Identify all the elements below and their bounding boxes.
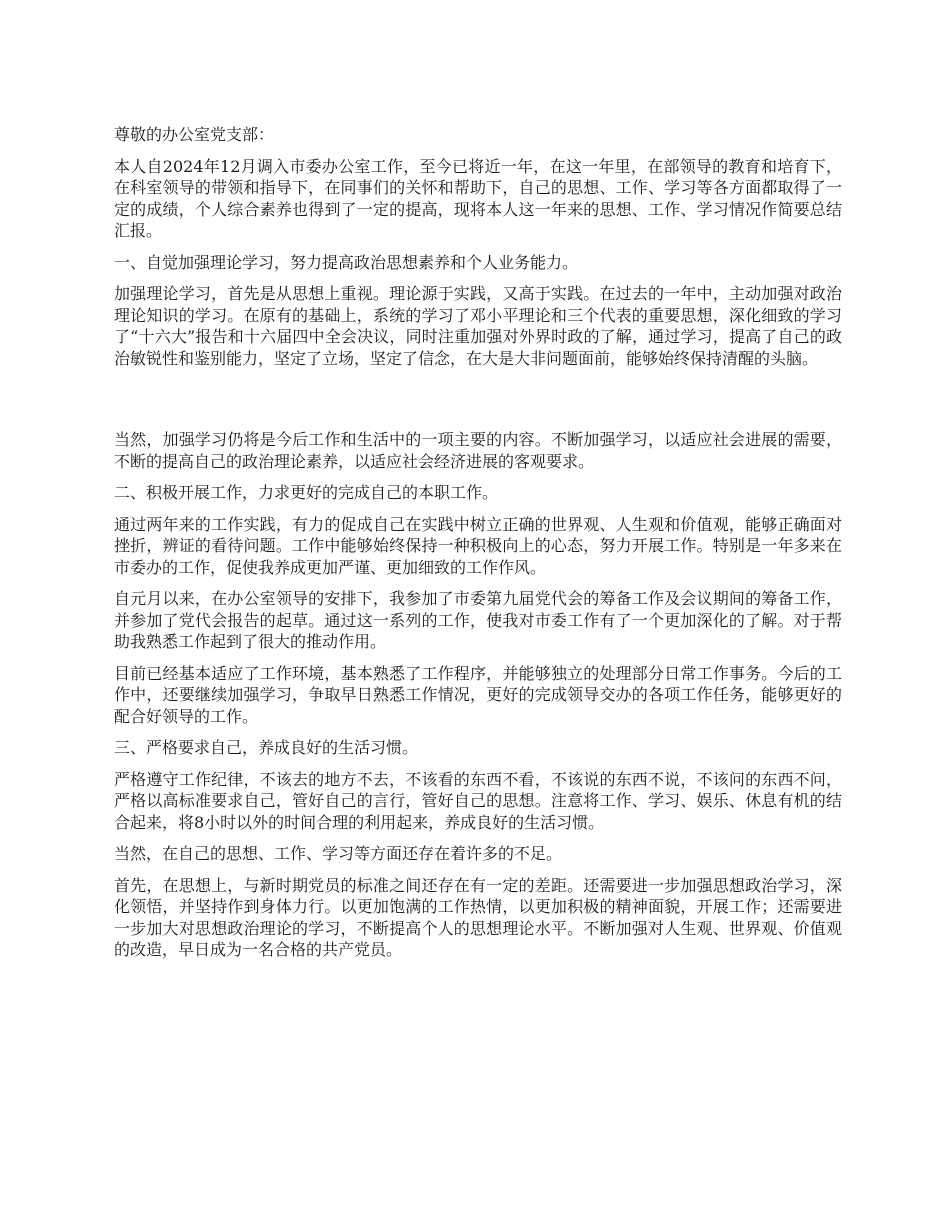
section-heading-3: 三、严格要求自己，养成良好的生活习惯。 xyxy=(114,738,419,757)
paragraph-improvement: 首先，在思想上，与新时期党员的标准之间还存在有一定的差距。还需要进一步加强思想政治学习，深化领悟，并坚持作到身体力行。以更加饱满的工作热情，以更加积极的精神面貌，开展工作；还需要进一步加大对思想政治理论的学习，不断提高个人的思想理论水平。不断加强对人生观、世界观、价值观的改造，早日成为一名合格的共产党员。 xyxy=(114,875,842,959)
paragraph-intro: 本人自2024年12月调入市委办公室工作，至今已将近一年，在这一年里，在部领导的教育和培育下，在科室领导的带领和指导下，在同事们的关怀和帮助下，自己的思想、工作、学习等各方面都取得了一定的成绩，个人综合素养也得到了一定的提高，现将本人这一年来的思想、工作、学习情况作简要总结汇报。 xyxy=(114,156,842,240)
section-heading-1: 一、自觉加强理论学习，努力提高政治思想素养和个人业务能力。 xyxy=(114,252,579,272)
paragraph-continue-study: 当然，加强学习仍将是今后工作和生活中的一项主要的内容。不断加强学习，以适应社会进展的需要，不断的提高自己的政治理论素养，以适应社会经济进展的客观要求。 xyxy=(114,430,842,471)
paragraph-work-practice: 通过两年来的工作实践，有力的促成自己在实践中树立正确的世界观、人生观和价值观，能够正确面对挫折，辨证的看待问题。工作中能够始终保持一种积极向上的心态，努力开展工作。特别是一年多来在市委办的工作，促使我养成更加严谨、更加细致的工作作风。 xyxy=(114,514,842,577)
section-heading-2: 二、积极开展工作，力求更好的完成自己的本职工作。 xyxy=(114,483,499,502)
paragraph-discipline: 严格遵守工作纪律，不该去的地方不去，不该看的东西不看，不该说的东西不说，不该问的东西不问，严格以高标准要求自己，管好自己的言行，管好自己的思想。注意将工作、学习、娱乐、休息有机的结合起来，将8小时以外的时间合理的利用起来，养成良好的生活习惯。 xyxy=(114,769,842,832)
paragraph-theory-study: 加强理论学习，首先是从思想上重视。理论源于实践，又高于实践。在过去的一年中，主动加强对政治理论知识的学习。在原有的基础上，系统的学习了邓小平理论和三个代表的重要思想，深化细致的学习了“十六大”报告和十六届四中全会决议，同时注重加强对外界时政的了解，通过学习，提高了自己的政治敏锐性和鉴别能力，坚定了立场，坚定了信念，在大是大非问题面前，能够始终保持清醒的头脑。 xyxy=(114,284,842,368)
paragraph-adaptation: 目前已经基本适应了工作环境，基本熟悉了工作程序，并能够独立的处理部分日常工作事务。今后的工作中，还要继续加强学习，争取早日熟悉工作情况，更好的完成领导交办的各项工作任务，能够更好的配合好领导的工作。 xyxy=(114,663,842,726)
page-gap xyxy=(114,379,842,429)
document-body xyxy=(114,124,842,971)
salutation: 尊敬的办公室党支部： xyxy=(114,125,275,144)
paragraph-shortcomings: 当然，在自己的思想、工作、学习等方面还存在着许多的不足。 xyxy=(114,844,563,863)
paragraph-party-congress: 自元月以来，在办公室领导的安排下，我参加了市委第九届党代会的筹备工作及会议期间的筹备工作，并参加了党代会报告的起草。通过这一系列的工作，使我对市委工作有了一个更加深化的了解。对于帮助我熟悉工作起到了很大的推动作用。 xyxy=(114,589,842,651)
